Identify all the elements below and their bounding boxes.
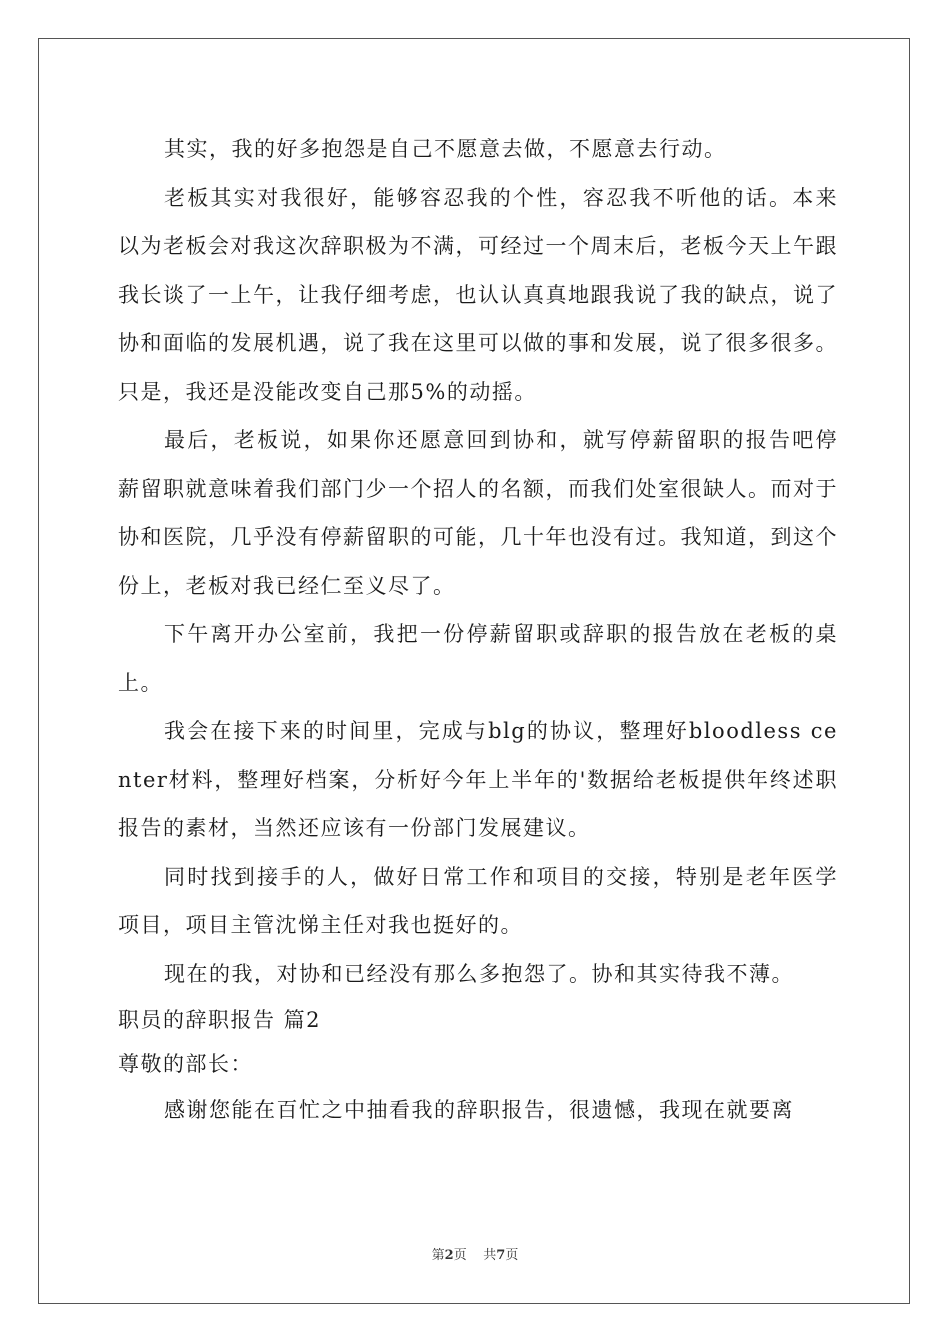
paragraph: 老板其实对我很好，能够容忍我的个性，容忍我不听他的话。本来以为老板会对我这次辞职极为不满，可经过一个周末后，老板今天上午跟我长谈了一上午，让我仔细考虑，也认认真真地跟我说了我的缺点，说了协和面临的发展机遇，说了我在这里可以做的事和发展，说了很多很多。只是，我还是没能改变自己那5%的动摇。 (118, 185, 838, 404)
paragraph: 最后，老板说，如果你还愿意回到协和，就写停薪留职的报告吧停薪留职就意味着我们部门少一个招人的名额，而我们处室很缺人。而对于协和医院，几乎没有停薪留职的可能，几十年也没有过。我知道，到这个份上，老板对我已经仁至义尽了。 (118, 428, 838, 598)
page-footer (0, 1247, 950, 1265)
footer-total-prefix: 共 (483, 1248, 497, 1263)
paragraph: 我会在接下来的时间里，完成与blg的协议，整理好bloodless center材料，整理好档案，分析好今年上半年的'数据给老板提供年终述职报告的素材，当然还应该有一份部门发展建议。 (118, 719, 838, 840)
document-body (118, 125, 838, 1135)
total-pages-number: 7 (496, 1248, 506, 1263)
paragraph: 现在的我，对协和已经没有那么多抱怨了。协和其实待我不薄。 (164, 961, 794, 986)
paragraph: 同时找到接手的人，做好日常工作和项目的交接，特别是老年医学项目，项目主管沈悌主任对我也挺好的。 (118, 864, 838, 937)
paragraph: 下午离开办公室前，我把一份停薪留职或辞职的报告放在老板的桌上。 (118, 622, 838, 695)
paragraph: 感谢您能在百忙之中抽看我的辞职报告，很遗憾，我现在就要离 (164, 1098, 794, 1122)
footer-page-word: 页 (453, 1248, 467, 1263)
footer-prefix: 第 (431, 1248, 445, 1263)
footer-total-suffix: 页 (505, 1248, 519, 1263)
paragraph: 其实，我的好多抱怨是自己不愿意去做，不愿意去行动。 (164, 137, 727, 161)
section-title: 职员的辞职报告 篇2 (118, 1008, 322, 1032)
current-page-number: 2 (444, 1248, 454, 1263)
salutation: 尊敬的部长： (118, 1052, 253, 1076)
